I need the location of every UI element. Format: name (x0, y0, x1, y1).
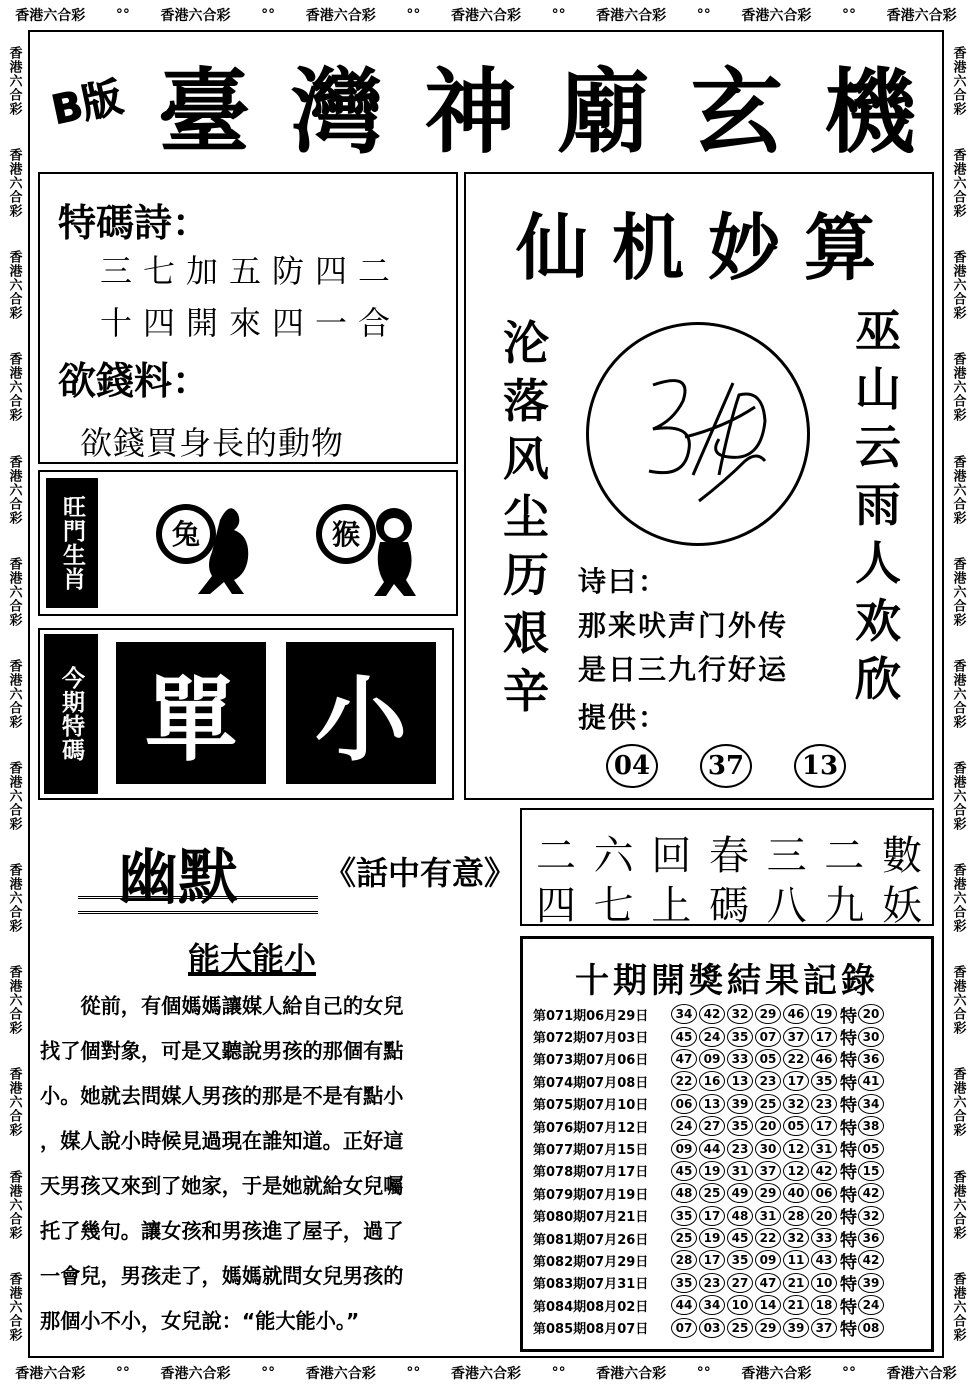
border-text: 香港六合彩 (15, 1366, 86, 1382)
records-list (533, 1003, 929, 1339)
record-number: 35 (811, 1071, 837, 1091)
border-dots: °° (842, 1365, 856, 1381)
border-dots: °° (406, 1365, 421, 1381)
record-number: 22 (671, 1071, 697, 1091)
border-text: 香港六合彩 (950, 250, 966, 321)
border-text: 香港六合彩 (160, 8, 231, 24)
draw-records-box (520, 936, 934, 1352)
border-text: 香港六合彩 (6, 1271, 22, 1342)
record-number: 28 (671, 1250, 697, 1270)
record-number: 48 (727, 1206, 753, 1226)
record-special-number: 20 (858, 1004, 884, 1024)
record-number: 12 (783, 1139, 809, 1159)
riddle-char: 二 (824, 833, 865, 879)
record-label: 第072期07月03日 (533, 1031, 649, 1047)
record-number: 31 (755, 1206, 781, 1226)
special-mark: 特 (840, 1185, 857, 1206)
riddle-char: 三 (766, 833, 807, 879)
record-number: 09 (671, 1139, 697, 1159)
riddle-box (520, 808, 934, 929)
oracle-title-char: 算 (803, 206, 876, 290)
record-number: 34 (699, 1295, 725, 1315)
record-number: 10 (811, 1273, 837, 1293)
record-number: 09 (755, 1250, 781, 1270)
record-row (533, 1205, 929, 1227)
record-special-number: 24 (858, 1295, 884, 1315)
record-number: 20 (755, 1116, 781, 1136)
border-text: 香港六合彩 (6, 761, 22, 832)
record-number: 17 (783, 1071, 809, 1091)
record-special-number: 41 (858, 1071, 884, 1091)
oracle-poem-label: 诗曰： (578, 565, 669, 598)
record-label: 第073期07月06日 (533, 1053, 649, 1069)
record-number: 14 (755, 1295, 781, 1315)
humor-title: 幽默 (118, 843, 238, 913)
money-title: 欲錢料： (58, 358, 211, 403)
record-number: 37 (755, 1161, 781, 1181)
oracle-provide-label: 提供： (578, 701, 669, 734)
record-number: 34 (671, 1004, 697, 1024)
record-number: 17 (811, 1116, 837, 1136)
zodiac-animal-label: 猴 (331, 518, 361, 551)
page-header (40, 40, 930, 166)
record-number: 29 (755, 1183, 781, 1203)
monkey-icon (310, 490, 420, 600)
record-number: 47 (755, 1273, 781, 1293)
record-number: 44 (671, 1295, 697, 1315)
border-text: 香港六合彩 (6, 352, 22, 423)
record-row (533, 1182, 929, 1204)
record-special-number: 08 (858, 1318, 884, 1338)
border-text: 香港六合彩 (6, 148, 22, 219)
border-text: 香港六合彩 (6, 556, 22, 627)
record-number: 13 (727, 1071, 753, 1091)
border-text: 香港六合彩 (950, 352, 966, 423)
record-row (533, 1003, 929, 1025)
border-dots: °° (696, 1365, 711, 1381)
record-number: 22 (755, 1228, 781, 1248)
riddle-char: 八 (766, 883, 807, 929)
record-number: 32 (727, 1004, 753, 1024)
special-label (44, 634, 98, 794)
record-number: 23 (811, 1094, 837, 1114)
record-number: 35 (671, 1206, 697, 1226)
calligraphy-glyph-icon (589, 325, 807, 543)
border-dots: °° (551, 7, 566, 23)
special-poem-box (38, 172, 458, 464)
record-number: 19 (699, 1161, 725, 1181)
border-text: 香港六合彩 (305, 1366, 376, 1382)
record-row (533, 1249, 929, 1271)
odd-tile: 單 (116, 642, 266, 784)
border-text: 香港六合彩 (950, 1271, 966, 1342)
record-number: 24 (699, 1027, 725, 1047)
border-text: 香港六合彩 (950, 46, 966, 117)
border-text: 香港六合彩 (950, 148, 966, 219)
story-line: 找了個對象，可是又聽說男孩的那個有點 (40, 1039, 404, 1063)
record-special-number: 15 (858, 1161, 884, 1181)
lucky-zodiac-box (38, 470, 458, 616)
oracle-poem-line: 那来吠声门外传 (578, 609, 789, 642)
record-number: 31 (727, 1161, 753, 1181)
record-number: 32 (783, 1094, 809, 1114)
special-mark: 特 (840, 1208, 857, 1229)
record-number: 06 (811, 1183, 837, 1203)
title-char: 臺 (158, 58, 253, 166)
special-mark: 特 (840, 1230, 857, 1251)
money-hint: 欲錢買身長的動物 (80, 424, 345, 462)
story-line: 托了幾句。讓女孩和男孩進了屋子，過了 (40, 1219, 404, 1243)
record-number: 23 (727, 1139, 753, 1159)
record-number: 35 (727, 1027, 753, 1047)
record-number: 10 (727, 1295, 753, 1315)
record-number: 19 (811, 1004, 837, 1024)
title-char: 機 (823, 58, 918, 166)
special-mark: 特 (840, 1141, 857, 1162)
riddle-char: 上 (651, 883, 692, 929)
oracle-title (516, 190, 876, 290)
record-label: 第082期07月29日 (533, 1254, 649, 1270)
record-number: 35 (671, 1273, 697, 1293)
special-code-box (38, 628, 454, 800)
border-dots: °° (261, 7, 276, 23)
border-text: 香港六合彩 (596, 8, 667, 24)
record-number: 49 (727, 1183, 753, 1203)
records-title: 十期開獎結果記錄 (575, 961, 879, 1001)
title-char: 神 (424, 58, 519, 166)
record-number: 05 (783, 1116, 809, 1136)
oracle-title-char: 妙 (707, 206, 780, 290)
riddle-char: 七 (593, 883, 634, 929)
special-label-text: 今期特碼 (58, 666, 84, 762)
poem-title: 特碼詩： (58, 200, 211, 245)
story-line: ，媒人說小時候見過現在誰知道。正好這 (40, 1129, 404, 1153)
record-number: 25 (671, 1228, 697, 1248)
record-row (533, 1160, 929, 1182)
border-text: 香港六合彩 (6, 1169, 22, 1240)
zodiac-animal-label: 兔 (171, 518, 201, 551)
story-line: 那個小不小，女兒說：“能大能小。” (40, 1309, 360, 1333)
record-number: 42 (699, 1004, 725, 1024)
record-number: 13 (699, 1094, 725, 1114)
number-ball: 37 (700, 744, 752, 788)
record-number: 27 (727, 1273, 753, 1293)
calligraphy-circle (586, 322, 810, 546)
record-number: 25 (699, 1183, 725, 1203)
left-border-strip (2, 30, 26, 1358)
record-number: 39 (783, 1318, 809, 1338)
record-special-number: 05 (858, 1139, 884, 1159)
border-text: 香港六合彩 (741, 1366, 812, 1382)
record-special-number: 34 (858, 1094, 884, 1114)
border-text: 香港六合彩 (950, 556, 966, 627)
record-number: 40 (783, 1183, 809, 1203)
record-number: 30 (755, 1139, 781, 1159)
small-tile: 小 (286, 642, 436, 784)
record-row (533, 1316, 929, 1341)
record-number: 46 (811, 1049, 837, 1069)
record-number: 19 (699, 1228, 725, 1248)
record-number: 22 (783, 1049, 809, 1069)
record-number: 33 (727, 1049, 753, 1069)
record-number: 29 (755, 1004, 781, 1024)
record-row (533, 1048, 929, 1070)
story-title: 能大能小 (188, 940, 317, 978)
border-text: 香港六合彩 (950, 863, 966, 934)
record-label: 第071期06月29日 (533, 1008, 649, 1024)
record-number: 28 (783, 1206, 809, 1226)
record-special-number: 36 (858, 1049, 884, 1069)
special-mark: 特 (840, 1253, 857, 1273)
border-dots: °° (406, 7, 421, 23)
riddle-char: 九 (824, 883, 865, 929)
border-dots: °° (115, 7, 130, 23)
special-mark: 特 (840, 1029, 857, 1050)
special-mark: 特 (840, 1275, 857, 1296)
record-special-number: 32 (858, 1206, 884, 1226)
record-special-number: 30 (858, 1027, 884, 1047)
oracle-numbers (606, 744, 846, 792)
humor-subtitle: 《話中有意》 (324, 854, 517, 892)
border-text: 香港六合彩 (950, 1169, 966, 1240)
record-number: 07 (671, 1318, 697, 1338)
record-label: 第077期07月15日 (533, 1143, 649, 1159)
oracle-right-column: 巫山云雨人欢欣 (855, 304, 901, 706)
record-label: 第085期08月07日 (533, 1322, 649, 1338)
record-number: 24 (671, 1116, 697, 1136)
story-line: 一會兒，男孩走了，媽媽就問女兒男孩的 (40, 1264, 404, 1288)
record-row (533, 1070, 929, 1092)
special-mark: 特 (840, 1163, 857, 1184)
record-number: 21 (783, 1295, 809, 1315)
special-mark: 特 (840, 1096, 857, 1117)
record-number: 27 (699, 1116, 725, 1136)
border-dots: °° (261, 1365, 276, 1381)
record-row (533, 1093, 929, 1115)
record-number: 45 (671, 1161, 697, 1181)
record-label: 第080期07月21日 (533, 1210, 649, 1226)
border-text: 香港六合彩 (6, 1067, 22, 1138)
record-label: 第074期07月08日 (533, 1075, 649, 1091)
record-number: 20 (811, 1206, 837, 1226)
right-border-strip (946, 30, 970, 1358)
record-special-number: 38 (858, 1116, 884, 1136)
record-number: 06 (671, 1094, 697, 1114)
record-number: 07 (755, 1027, 781, 1047)
record-special-number: 42 (858, 1183, 884, 1203)
zodiac-label (46, 478, 98, 608)
border-text: 香港六合彩 (15, 8, 86, 24)
riddle-row (536, 824, 922, 881)
border-text: 香港六合彩 (6, 250, 22, 321)
poem-line: 三七加五防四二 (100, 252, 402, 290)
record-number: 17 (699, 1250, 725, 1270)
border-text: 香港六合彩 (6, 454, 22, 525)
record-special-number: 36 (858, 1228, 884, 1248)
border-text: 香港六合彩 (6, 863, 22, 934)
story-line: 小。她就去問媒人男孩的那是不是有點小 (40, 1084, 404, 1108)
record-number: 29 (755, 1318, 781, 1338)
record-number: 11 (783, 1250, 809, 1270)
bottom-border-strip (0, 1358, 972, 1388)
riddle-char: 二 (536, 833, 576, 879)
special-mark: 特 (840, 1297, 857, 1318)
record-number: 33 (811, 1228, 837, 1248)
riddle-row (536, 874, 922, 931)
border-text: 香港六合彩 (950, 761, 966, 832)
riddle-char: 碼 (708, 883, 749, 929)
record-row (533, 1137, 929, 1162)
record-number: 43 (811, 1250, 837, 1270)
humor-section (38, 808, 517, 1352)
record-number: 32 (783, 1228, 809, 1248)
record-number: 48 (671, 1183, 697, 1203)
record-number: 16 (699, 1071, 725, 1091)
record-number: 18 (811, 1295, 837, 1315)
border-text: 香港六合彩 (886, 8, 957, 24)
record-number: 37 (811, 1318, 837, 1338)
record-number: 23 (755, 1071, 781, 1091)
record-label: 第079期07月19日 (533, 1187, 649, 1203)
riddle-char: 四 (536, 883, 576, 929)
record-number: 37 (783, 1027, 809, 1047)
record-number: 25 (755, 1094, 781, 1114)
border-text: 香港六合彩 (950, 965, 966, 1036)
edition-badge: B版 (47, 74, 127, 134)
page-title (158, 50, 918, 166)
record-label: 第076期07月12日 (533, 1120, 649, 1136)
top-border-strip (0, 0, 972, 30)
oracle-box (464, 172, 934, 800)
number-ball: 04 (606, 744, 658, 788)
special-mark: 特 (840, 1118, 857, 1139)
border-text: 香港六合彩 (6, 46, 22, 117)
record-number: 23 (699, 1273, 725, 1293)
record-label: 第083期07月31日 (533, 1277, 649, 1293)
record-number: 35 (727, 1250, 753, 1270)
border-dots: °° (696, 7, 711, 23)
riddle-char: 回 (651, 833, 692, 879)
record-number: 45 (671, 1027, 697, 1047)
record-number: 25 (727, 1318, 753, 1338)
border-dots: °° (842, 7, 856, 23)
record-number: 21 (783, 1273, 809, 1293)
oracle-title-char: 仙 (516, 206, 589, 290)
record-number: 05 (755, 1049, 781, 1069)
riddle-char: 春 (708, 833, 749, 879)
record-number: 03 (699, 1318, 725, 1338)
story-line: 天男孩又來到了她家，于是她就給女兒囑 (40, 1174, 404, 1198)
border-text: 香港六合彩 (450, 1366, 521, 1382)
record-number: 47 (671, 1049, 697, 1069)
record-row (533, 1025, 929, 1050)
wave-divider (78, 896, 318, 914)
special-mark: 特 (840, 1320, 857, 1341)
zodiac-label-text: 旺門生肖 (59, 495, 85, 591)
record-label: 第078期07月17日 (533, 1165, 649, 1181)
border-text: 香港六合彩 (950, 658, 966, 729)
record-label: 第075期07月10日 (533, 1098, 649, 1114)
riddle-char: 數 (881, 833, 922, 879)
riddle-char: 六 (593, 833, 634, 879)
oracle-poem-line: 是日三九行好运 (578, 653, 789, 686)
title-char: 廟 (557, 58, 652, 166)
border-text: 香港六合彩 (886, 1366, 957, 1382)
border-text: 香港六合彩 (450, 8, 521, 24)
special-mark: 特 (840, 1073, 857, 1094)
record-label: 第084期08月02日 (533, 1299, 649, 1315)
border-dots: °° (115, 1365, 130, 1381)
border-text: 香港六合彩 (596, 1366, 667, 1382)
oracle-title-char: 机 (611, 206, 684, 290)
record-number: 35 (727, 1116, 753, 1136)
border-text: 香港六合彩 (950, 454, 966, 525)
border-dots: °° (551, 1365, 566, 1381)
border-text: 香港六合彩 (6, 965, 22, 1036)
record-number: 09 (699, 1049, 725, 1069)
border-text: 香港六合彩 (741, 8, 812, 24)
story-text (40, 984, 506, 1344)
border-text: 香港六合彩 (160, 1366, 231, 1382)
record-special-number: 39 (858, 1273, 884, 1293)
record-number: 17 (699, 1206, 725, 1226)
story-line: 從前，有個媽媽讓媒人給自己的女兒 (40, 994, 404, 1018)
title-char: 玄 (690, 58, 785, 166)
oracle-left-column: 沦落风尘历艰辛 (503, 316, 549, 718)
record-number: 39 (727, 1094, 753, 1114)
poem-line: 十四開來四一合 (100, 304, 402, 342)
record-label: 第081期07月26日 (533, 1232, 649, 1248)
special-mark: 特 (840, 1051, 857, 1072)
record-row (533, 1227, 929, 1249)
record-number: 31 (811, 1139, 837, 1159)
record-number: 12 (783, 1161, 809, 1181)
border-text: 香港六合彩 (305, 8, 376, 24)
record-number: 44 (699, 1139, 725, 1159)
record-number: 45 (727, 1228, 753, 1248)
border-text: 香港六合彩 (6, 658, 22, 729)
record-number: 46 (783, 1004, 809, 1024)
record-row (533, 1294, 929, 1316)
border-text: 香港六合彩 (950, 1067, 966, 1138)
rabbit-icon (150, 490, 260, 600)
title-char: 灣 (291, 58, 386, 166)
riddle-char: 妖 (881, 883, 922, 929)
record-row (533, 1272, 929, 1294)
special-mark: 特 (840, 1006, 857, 1027)
number-ball: 13 (794, 744, 846, 788)
record-special-number: 42 (858, 1250, 884, 1270)
record-number: 42 (811, 1161, 837, 1181)
record-row (533, 1115, 929, 1137)
record-number: 17 (811, 1027, 837, 1047)
